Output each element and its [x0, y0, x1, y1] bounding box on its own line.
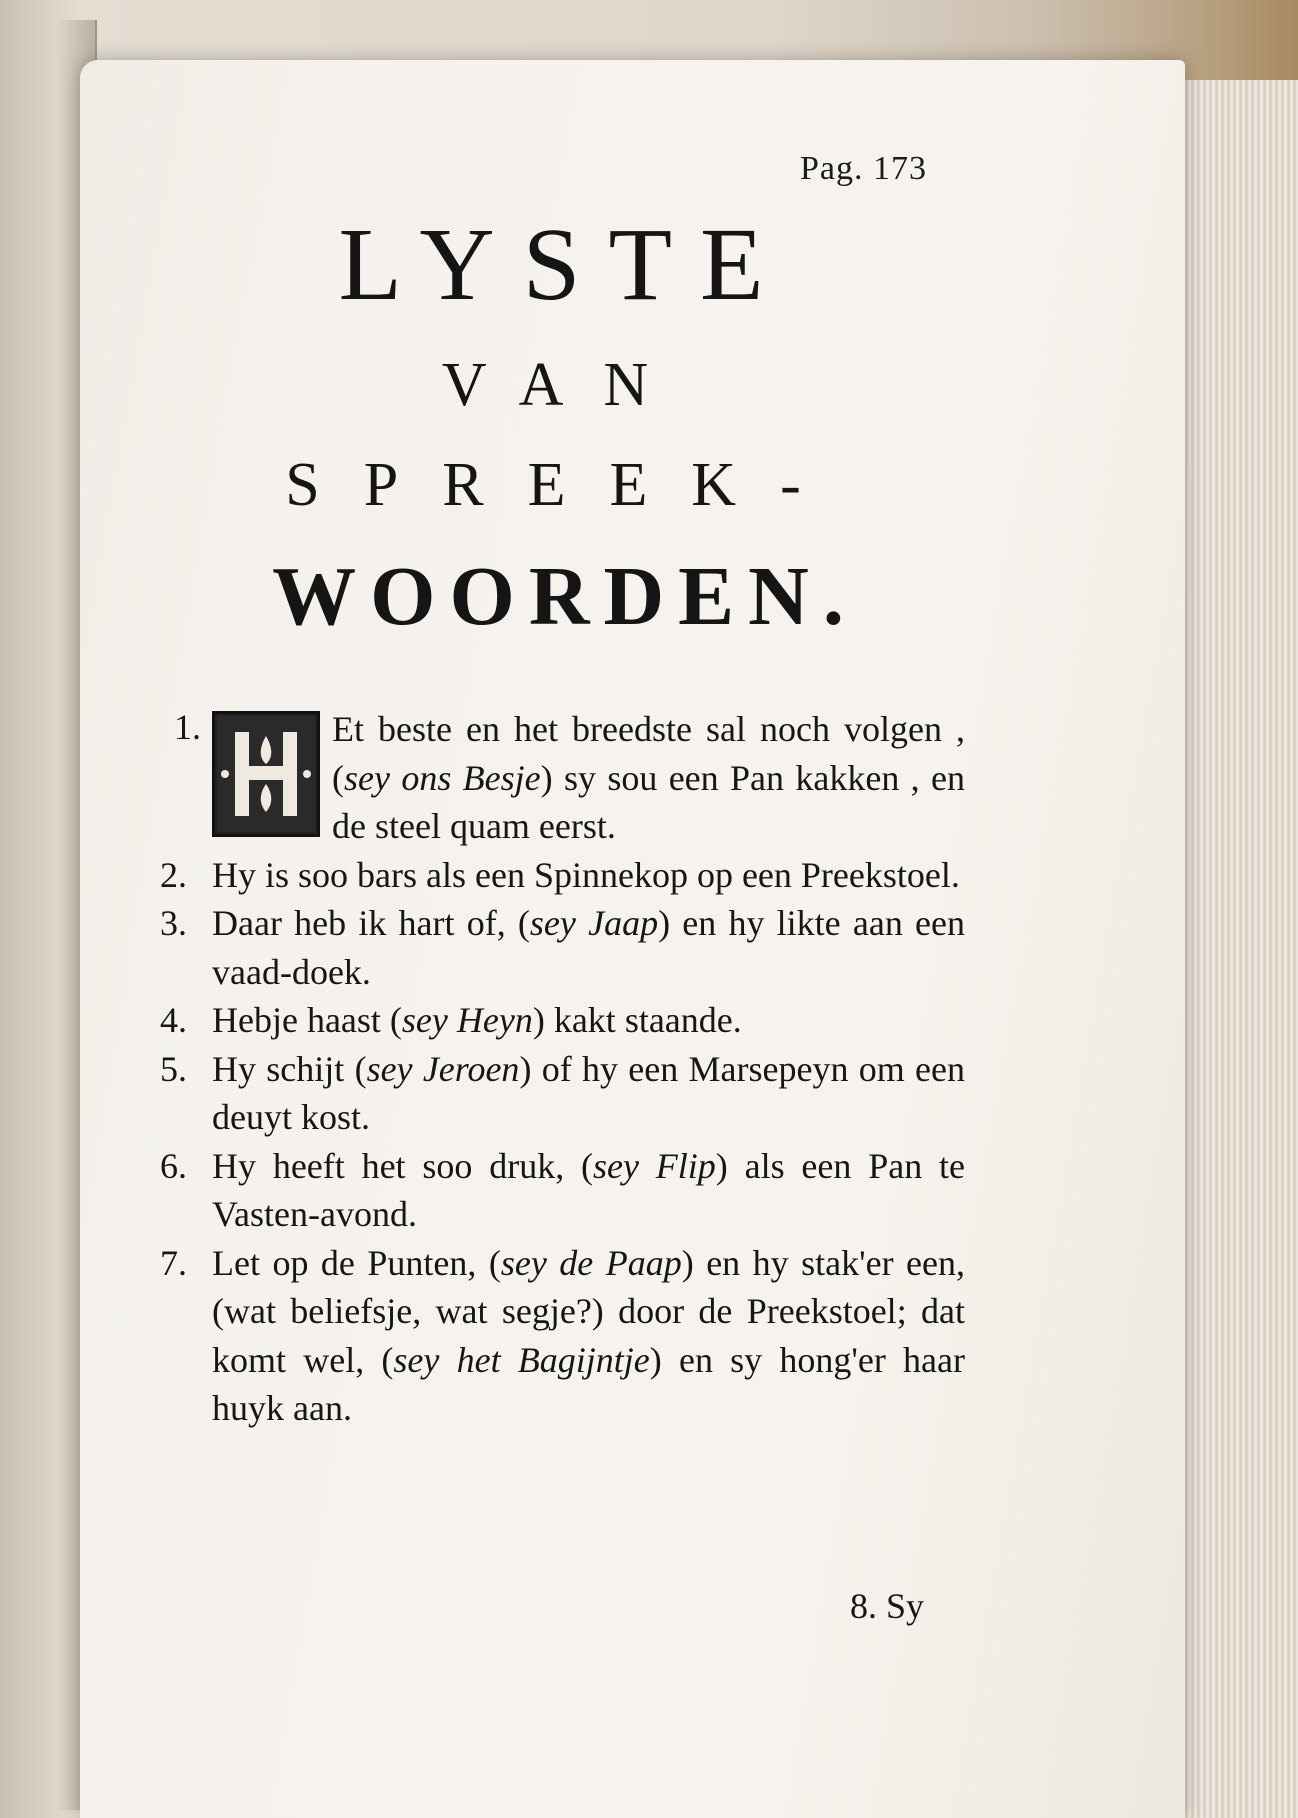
- title-line-4: WOORDEN.: [272, 550, 858, 643]
- proverb-text: Daar heb ik hart of, (: [212, 903, 530, 943]
- proverb-text: ) sy sou een Pan kakken , en de steel quam eerst.: [332, 757, 965, 846]
- proverb-number: 1.: [174, 707, 201, 747]
- title-line-3: SPREEK-: [285, 451, 845, 519]
- page-stack-edge: [1170, 80, 1298, 1818]
- proverb-text: ) en sy hong'er haar huyk aan.: [212, 1339, 965, 1428]
- catchword: 8. Sy: [850, 1586, 925, 1626]
- proverb-text: Hy heeft het soo druk, (: [212, 1145, 594, 1186]
- proverb-number: 2.: [160, 854, 187, 895]
- proverb-number: 4.: [160, 1000, 187, 1040]
- proverb-text: Hy is soo bars als een Spinnekop op een Preekstoel.: [212, 854, 960, 895]
- proverb-item: [160, 705, 965, 851]
- title-line-1: LYSTE: [338, 207, 792, 322]
- proverb-item: [160, 1045, 965, 1142]
- proverb-item: [160, 996, 965, 1045]
- proverb-attribution: sey Heyn: [401, 1000, 533, 1040]
- proverb-text: Hy schijt (: [212, 1048, 367, 1089]
- proverb-number: 6.: [160, 1145, 187, 1186]
- title-line-2: VAN: [441, 351, 689, 419]
- proverb-item: [160, 899, 965, 996]
- proverb-text: ) en hy stak'er een, (wat beliefsje, wat segje?) door de Preekstoel; dat komt wel, (: [212, 1242, 965, 1380]
- proverb-text: ) en hy likte aan een vaad-doek.: [212, 903, 965, 992]
- proverb-number: 5.: [160, 1048, 187, 1089]
- ornamental-initial-h-icon: [212, 711, 320, 837]
- proverb-number: 3.: [160, 903, 187, 943]
- proverb-item: [160, 1142, 965, 1239]
- proverb-text: Hebje haast (: [212, 1000, 402, 1040]
- proverb-attribution: sey Flip: [593, 1145, 716, 1186]
- proverb-attribution: sey Jeroen: [366, 1048, 520, 1089]
- proverb-attribution: sey Jaap: [529, 903, 659, 943]
- proverb-number: 7.: [160, 1242, 187, 1283]
- proverb-attribution: sey ons Besje: [344, 757, 541, 798]
- proverb-text: ) als een Pan te Vasten-avond.: [212, 1145, 965, 1234]
- proverb-text: Let op de Punten, (: [212, 1242, 501, 1283]
- page-number: Pag. 173: [800, 150, 927, 187]
- proverb-list: [160, 705, 965, 1433]
- proverb-item: [160, 851, 965, 900]
- proverb-attribution: sey de Paap: [500, 1242, 682, 1283]
- proverb-text: ) kakt staande.: [532, 1000, 742, 1040]
- proverb-text: ) of hy een Marsepeyn om een deuyt kost.: [212, 1048, 966, 1137]
- proverb-text: Et beste en het breedste sal noch volgen , (: [332, 709, 965, 798]
- proverb-attribution: sey het Bagijntje: [393, 1339, 650, 1380]
- proverb-item: [160, 1239, 965, 1433]
